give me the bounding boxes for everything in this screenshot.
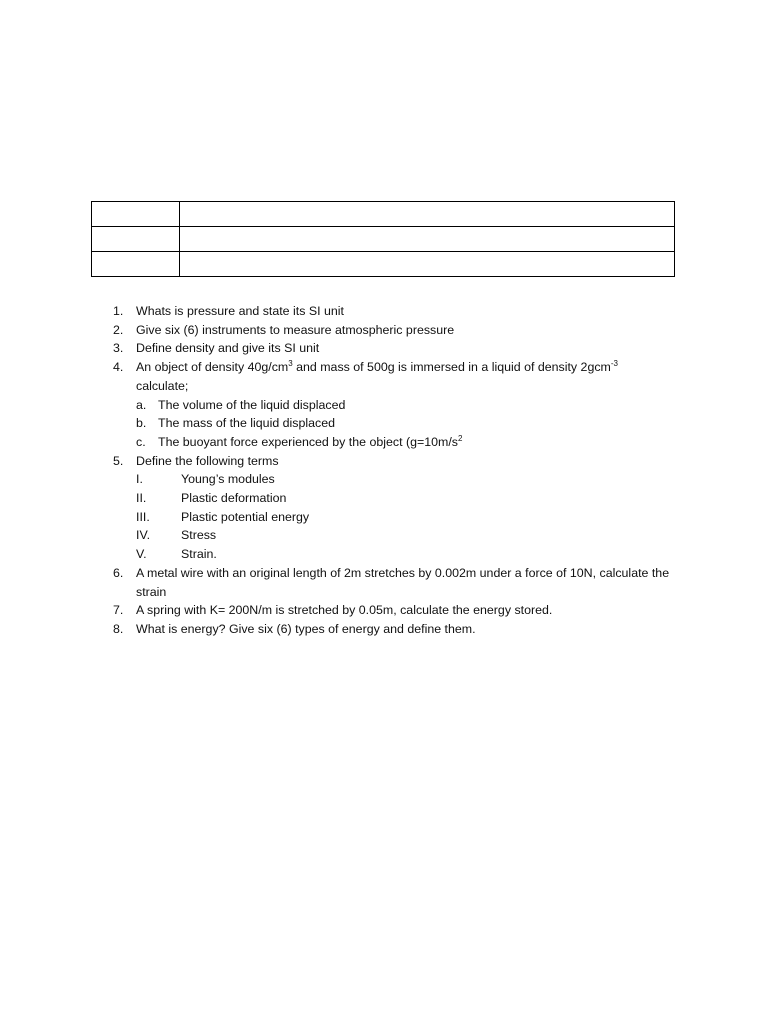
header-info-table <box>91 201 675 277</box>
sub-question-text: The volume of the liquid displaced <box>158 397 346 412</box>
question-number: 8. <box>113 621 124 636</box>
roman-numeral: I. <box>136 472 143 487</box>
roman-numeral: IV. <box>136 528 151 543</box>
table-row <box>92 227 675 252</box>
term-text: Plastic deformation <box>181 491 287 506</box>
superscript: -3 <box>610 359 618 369</box>
roman-numeral: III. <box>136 509 150 524</box>
term-item <box>0 489 661 508</box>
table-cell-label <box>92 202 180 227</box>
table-row <box>92 202 675 227</box>
sub-question-text: The mass of the liquid displaced <box>158 416 336 431</box>
question-number: 3. <box>113 341 124 356</box>
question-number: 2. <box>113 322 124 337</box>
question-number: 7. <box>113 603 124 618</box>
table-cell-value <box>180 252 675 277</box>
question-text: and mass of 500g is immersed in a liquid of density 2gcm <box>292 360 611 375</box>
table-cell-label <box>92 227 180 252</box>
sub-question-letter: b. <box>136 416 147 431</box>
term-text: Stress <box>181 528 217 543</box>
term-text: Young’s modules <box>181 472 275 487</box>
question-text: Define the following terms <box>136 453 279 468</box>
term-item <box>0 508 661 527</box>
question-list <box>0 302 768 639</box>
question-text: An object of density 40g/cm <box>136 360 289 375</box>
question-text: Whats is pressure and state its SI unit <box>136 304 344 318</box>
sub-question-letter: a. <box>136 397 147 412</box>
question-text: Give six (6) instruments to measure atmospheric pressure <box>136 322 455 337</box>
roman-numeral: II. <box>136 491 147 506</box>
table-cell-value <box>180 202 675 227</box>
question-6 <box>0 564 676 601</box>
sub-question-a <box>0 396 678 415</box>
sub-question-letter: c. <box>136 434 146 449</box>
sub-question-b <box>0 414 678 433</box>
question-5 <box>0 452 676 471</box>
term-item <box>0 526 661 545</box>
question-number: 5. <box>113 453 124 468</box>
sub-question-c <box>0 433 678 452</box>
question-1 <box>0 302 676 321</box>
term-text: Strain. <box>181 547 217 562</box>
table-cell-value <box>180 227 675 252</box>
term-text: Plastic potential energy <box>181 509 310 524</box>
question-number: 1. <box>113 304 124 318</box>
question-3 <box>0 339 676 358</box>
table-cell-label <box>92 252 180 277</box>
question-text: Define density and give its SI unit <box>136 341 320 356</box>
question-2 <box>0 321 676 340</box>
roman-numeral: V. <box>136 547 147 562</box>
question-text: calculate; <box>136 378 189 393</box>
superscript: 2 <box>457 433 463 443</box>
table-row <box>92 252 675 277</box>
superscript: 3 <box>288 359 293 369</box>
question-text: A metal wire with an original length of 2m stretches by 0.002m under a force of 10N, calculate the strain <box>136 565 670 599</box>
sub-question-text: The buoyant force experienced by the object (g=10m/s <box>158 434 458 449</box>
question-4 <box>0 358 676 395</box>
question-8 <box>0 620 676 639</box>
question-number: 6. <box>113 565 124 580</box>
question-text: What is energy? Give six (6) types of energy and define them. <box>136 621 476 636</box>
question-text: A spring with K= 200N/m is stretched by 0.05m, calculate the energy stored. <box>136 603 553 618</box>
term-item <box>0 545 661 564</box>
term-item <box>0 470 661 489</box>
question-7 <box>0 601 676 620</box>
question-number: 4. <box>113 360 124 375</box>
